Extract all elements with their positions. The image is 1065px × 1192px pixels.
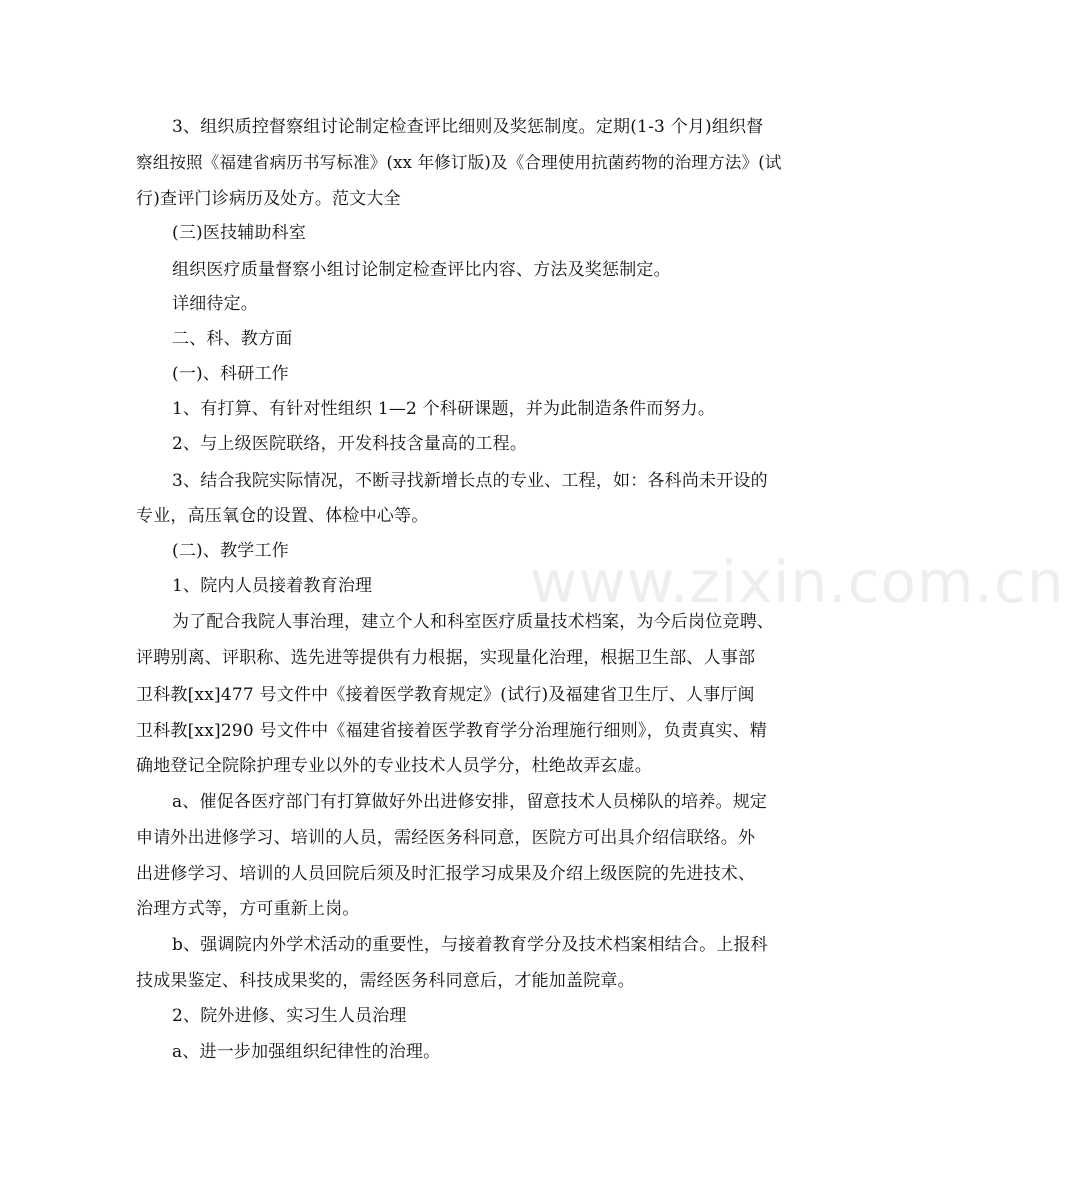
text-line: 治理方式等，方可重新上岗。 [136, 899, 360, 919]
text-line: a、催促各医疗部门有打算做好外出进修安排，留意技术人员梯队的培养。规定 [172, 792, 768, 812]
text-line: a、进一步加强组织纪律性的治理。 [172, 1042, 441, 1062]
text-line: 行)查评门诊病历及处方。范文大全 [136, 189, 401, 209]
text-line: 专业，高压氧仓的设置、体检中心等。 [136, 506, 429, 526]
section-heading: (一)、科研工作 [172, 364, 289, 384]
text-line: 组织医疗质量督察小组讨论制定检查评比内容、方法及奖惩制定。 [172, 260, 671, 280]
section-heading: 二、科、教方面 [172, 329, 293, 349]
text-line: b、强调院内外学术活动的重要性，与接着教育学分及技术档案相结合。上报科 [172, 935, 768, 955]
section-heading: 2、院外进修、实习生人员治理 [172, 1006, 407, 1026]
text-line: 3、组织质控督察组讨论制定检查评比细则及奖惩制度。定期(1-3 个月)组织督 [172, 117, 764, 137]
section-heading: (二)、教学工作 [172, 541, 289, 561]
text-line: 出进修学习、培训的人员回院后须及时汇报学习成果及介绍上级医院的先进技术、 [136, 864, 756, 884]
section-heading: (三)医技辅助科室 [172, 223, 307, 243]
text-line: 1、有打算、有针对性组织 1—2 个科研课题，并为此制造条件而努力。 [172, 399, 716, 419]
text-line: 申请外出进修学习、培训的人员，需经医务科同意，医院方可出具介绍信联络。外 [136, 828, 756, 848]
text-line: 确地登记全院除护理专业以外的专业技术人员学分，杜绝故弄玄虚。 [136, 756, 652, 776]
watermark: www.zixin.com.cn [530, 548, 1065, 616]
text-line: 卫科教[xx]290 号文件中《福建省接着医学教育学分治理施行细则》，负责真实、精 [136, 721, 767, 741]
text-line: 技成果鉴定、科技成果奖的，需经医务科同意后，才能加盖院章。 [136, 971, 635, 991]
text-line: 详细待定。 [172, 294, 258, 314]
text-line: 1、院内人员接着教育治理 [172, 576, 373, 596]
text-line: 2、与上级医院联络，开发科技含量高的工程。 [172, 434, 528, 454]
text-line: 评聘别离、评职称、选先进等提供有力根据，实现量化治理，根据卫生部、人事部 [136, 648, 756, 668]
text-line: 为了配合我院人事治理，建立个人和科室医疗质量技术档案，为今后岗位竞聘、 [172, 612, 774, 632]
text-line: 察组按照《福建省病历书写标准》(xx 年修订版)及《合理使用抗菌药物的治理方法》(试 [136, 153, 782, 172]
text-line: 3、结合我院实际情况，不断寻找新增长点的专业、工程，如：各科尚未开设的 [172, 471, 768, 491]
text-line: 卫科教[xx]477 号文件中《接着医学教育规定》(试行)及福建省卫生厅、人事厅闽 [136, 685, 755, 705]
